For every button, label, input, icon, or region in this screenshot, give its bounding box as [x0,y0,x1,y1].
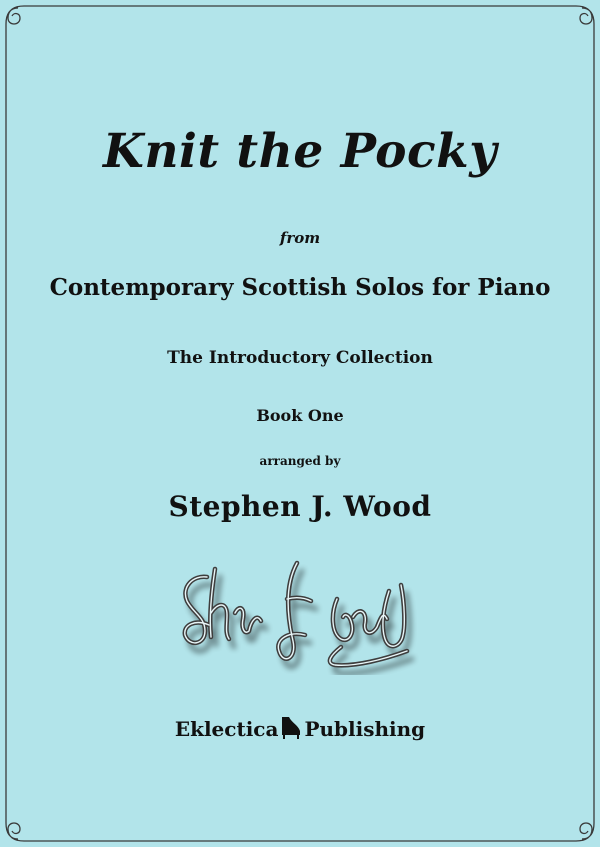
publisher-name-left: Eklectica [174,717,279,741]
grand-piano-icon [280,715,302,739]
author-name: Stephen J. Wood [168,490,432,523]
book-number: Book One [256,406,344,425]
collection-subtitle: The Introductory Collection [167,348,433,368]
from-label: from [279,229,321,247]
publisher-name-right: Publishing [304,717,426,741]
arranged-by-label: arranged by [259,454,341,468]
author-signature [175,555,425,675]
collection-title: Contemporary Scottish Solos for Piano [49,274,551,301]
piece-title: Knit the Pocky [102,124,497,179]
publisher [0,717,600,741]
